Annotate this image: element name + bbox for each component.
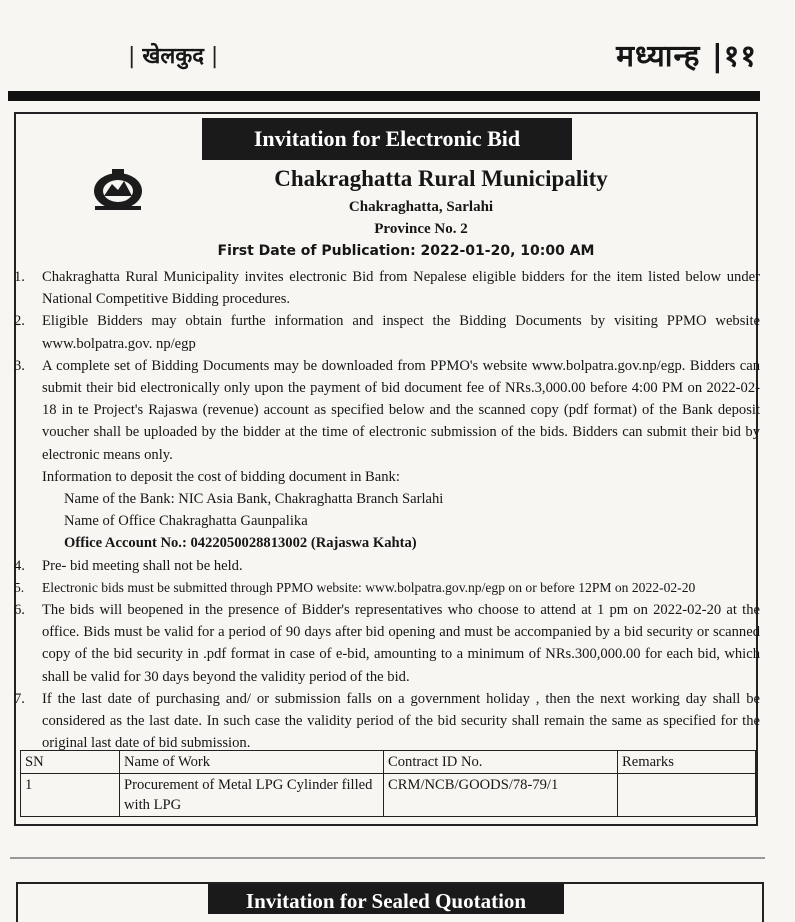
bank-info-heading: Information to deposit the cost of bidding document in Bank: — [42, 468, 400, 485]
office-account: Office Account No.: 0422050028813002 (Rajaswa Kahta) — [64, 535, 417, 552]
column-header: Contract ID No. — [384, 751, 618, 774]
divider: | — [203, 44, 219, 69]
column-header: SN — [21, 751, 120, 774]
table-row — [21, 774, 756, 817]
page-number: ११ — [723, 39, 757, 74]
header-rule — [8, 91, 760, 101]
list-item: 2. Eligible Bidders may obtain furthe information and inspect the Bidding Documents by visiting PPMO website www.bolpatra.gov. np/egp — [14, 313, 760, 352]
office-name: Name of Office Chakraghatta Gaunpalika — [64, 513, 308, 530]
table-cell: 1 — [21, 774, 120, 817]
divider: | — [128, 44, 143, 69]
divider — [10, 857, 765, 859]
masthead-title: मध्यान्ह — [616, 39, 701, 74]
section-name: खेलकुद — [142, 44, 204, 69]
org-location: Chakraghatta, Sarlahi — [348, 199, 494, 215]
masthead — [616, 34, 757, 75]
notice-banner: Invitation for Electronic Bid — [202, 118, 572, 160]
table-cell: CRM/NCB/GOODS/78-79/1 — [384, 774, 618, 817]
list-item: 3. A complete set of Bidding Documents may be downloaded from PPMO's website www.bolpatra.gov.np/egp. Bidders can submit their bid electronically only upon the payment of bid document fee of NRs.3,000.00 before 4:00 PM on 2022-02-18 in te Project's Rajaswa (revenue) account as specified below and the scanned copy (pdf format) of the Bank deposit voucher shall be uploaded by the bidder at the time of electronic submission of the bids. Bidders can submit their bid by electronic means only. — [14, 357, 760, 463]
publication-date: First Date of Publication: 2022-01-20, 10:00 AM — [217, 243, 595, 259]
list-item: 1. Chakraghatta Rural Municipality invites electronic Bid from Nepalese eligible bidders for the item listed below under National Competitive Bidding procedures. — [14, 269, 760, 308]
bank-name: Name of the Bank: NIC Asia Bank, Chakraghatta Branch Sarlahi — [64, 491, 444, 508]
list-item: 7. If the last date of purchasing and/ or submission falls on a government holiday , then the next working day shall be considered as the last date. In such case the validity period of the bid security shall remain the same as specified for the original last date of bid submission. — [14, 690, 760, 752]
list-item: 6. The bids will beopened in the presence of Bidder's representatives who choose to attend at 1 pm on 2022-02-20 at the office. Bids must be valid for a period of 90 days after bid opening and must be accompanied by a bid security or scanned copy of the bid security in .pdf format in case of e-bid, amounting to a minimum of NRs.300,000.00 for each bid, which shall be valid for 30 days beyond the validity period of the bid. — [14, 602, 760, 685]
column-header: Name of Work — [120, 751, 384, 774]
bid-notice — [14, 112, 758, 826]
divider: | — [700, 39, 724, 74]
column-header: Remarks — [618, 751, 756, 774]
org-province: Province No. 2 — [374, 221, 468, 237]
list-item: 4. Pre- bid meeting shall not be held. — [14, 557, 243, 574]
section-header — [128, 40, 218, 70]
table-cell — [618, 774, 756, 817]
list-item: 5. Electronic bids must be submitted through PPMO website: www.bolpatra.gov.np/egp on or before 12PM on 2022-02-20 — [14, 579, 696, 595]
next-notice-banner: Invitation for Sealed Quotation — [208, 884, 564, 914]
works-table — [20, 750, 756, 817]
notice-body — [14, 266, 760, 754]
table-header-row — [21, 751, 756, 774]
table-cell: Procurement of Metal LPG Cylinder filled with LPG — [120, 774, 384, 817]
org-name: Chakraghatta Rural Municipality — [274, 166, 608, 191]
